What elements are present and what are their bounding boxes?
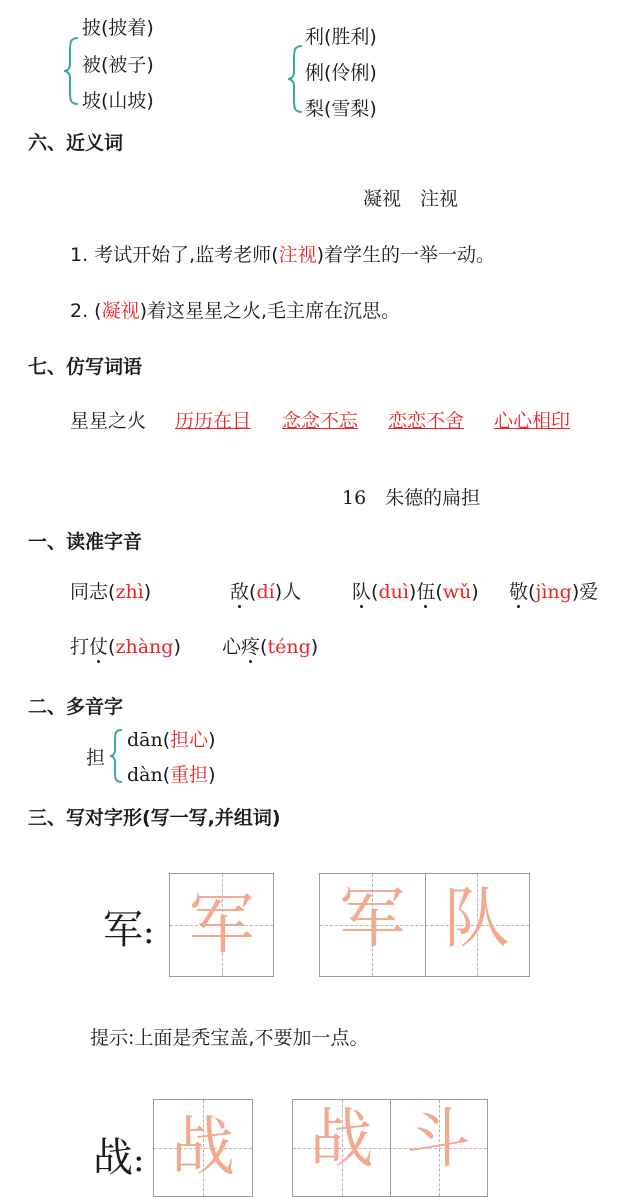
synonym-options: 凝视 注视 <box>363 188 459 210</box>
section-heading-synonyms: 六、近义词 <box>28 132 124 154</box>
glyph-dui-pair: 队 <box>443 880 510 957</box>
pron-dazhang: 打仗(zhàng) <box>70 632 181 659</box>
lesson-title: 16 朱德的扁担 <box>342 487 481 509</box>
group-left-item-1: 披(披着) <box>82 17 154 39</box>
grid-single-jun <box>169 873 274 977</box>
practice-char-jun: 军: <box>103 907 155 953</box>
group-left-item-2: 被(被子) <box>82 54 154 76</box>
brace-right-top <box>286 44 304 114</box>
brace-polyphone <box>108 728 124 784</box>
practice-char-zhan: 战: <box>93 1135 145 1181</box>
section-heading-polyphone: 二、多音字 <box>28 696 124 718</box>
grid-pair-jundui <box>319 873 530 977</box>
pron-duiwu: 队(duì)伍(wǔ) <box>352 577 479 604</box>
grid-pair-zhandou <box>292 1099 488 1197</box>
glyph-zhan-single: 战 <box>171 1111 235 1185</box>
glyph-jun-single: 军 <box>188 886 255 963</box>
section-heading-write-glyphs: 三、写对字形(写一写,并组词) <box>28 807 281 829</box>
imitate-answer-2: 念念不忘 <box>282 410 359 432</box>
synonym-sentence-2: 2. (凝视)着这星星之火,毛主席在沉思。 <box>70 300 401 322</box>
pron-diren: 敌(dí)人 <box>230 577 301 604</box>
group-right-item-3: 梨(雪梨) <box>305 98 377 120</box>
polyphone-reading-2: dàn(重担) <box>127 764 216 786</box>
pron-xinteng: 心疼(téng) <box>222 632 318 659</box>
imitate-answer-4: 心心相印 <box>494 410 571 432</box>
imitate-answer-3: 恋恋不舍 <box>388 410 465 432</box>
section-heading-imitate-words: 七、仿写词语 <box>28 356 143 378</box>
pron-jingai: 敬(jìng)爱 <box>509 577 598 604</box>
polyphone-char: 担 <box>86 747 106 769</box>
brace-left-top <box>62 36 80 106</box>
answer-ningshi: 凝视 <box>101 300 140 322</box>
synonym-sentence-1: 1. 考试开始了,监考老师(注视)着学生的一举一动。 <box>70 244 496 266</box>
group-right-item-1: 利(胜利) <box>305 26 377 48</box>
glyph-jun-pair: 军 <box>339 880 406 957</box>
group-left-item-3: 坡(山坡) <box>82 90 154 112</box>
section-heading-pronunciation: 一、读准字音 <box>28 531 143 553</box>
imitate-example: 星星之火 <box>70 410 147 432</box>
glyph-zhan-pair: 战 <box>309 1103 374 1177</box>
glyph-dou-pair: 斗 <box>406 1103 471 1177</box>
imitate-answer-1: 历历在目 <box>175 410 252 432</box>
pron-tongzhi: 同志(zhì) <box>70 581 152 603</box>
group-right-item-2: 俐(伶俐) <box>305 62 377 84</box>
hint-jun: 提示:上面是秃宝盖,不要加一点。 <box>90 1027 369 1049</box>
answer-zhushi: 注视 <box>278 244 317 266</box>
polyphone-reading-1: dān(担心) <box>127 729 216 751</box>
grid-single-zhan <box>153 1099 253 1197</box>
